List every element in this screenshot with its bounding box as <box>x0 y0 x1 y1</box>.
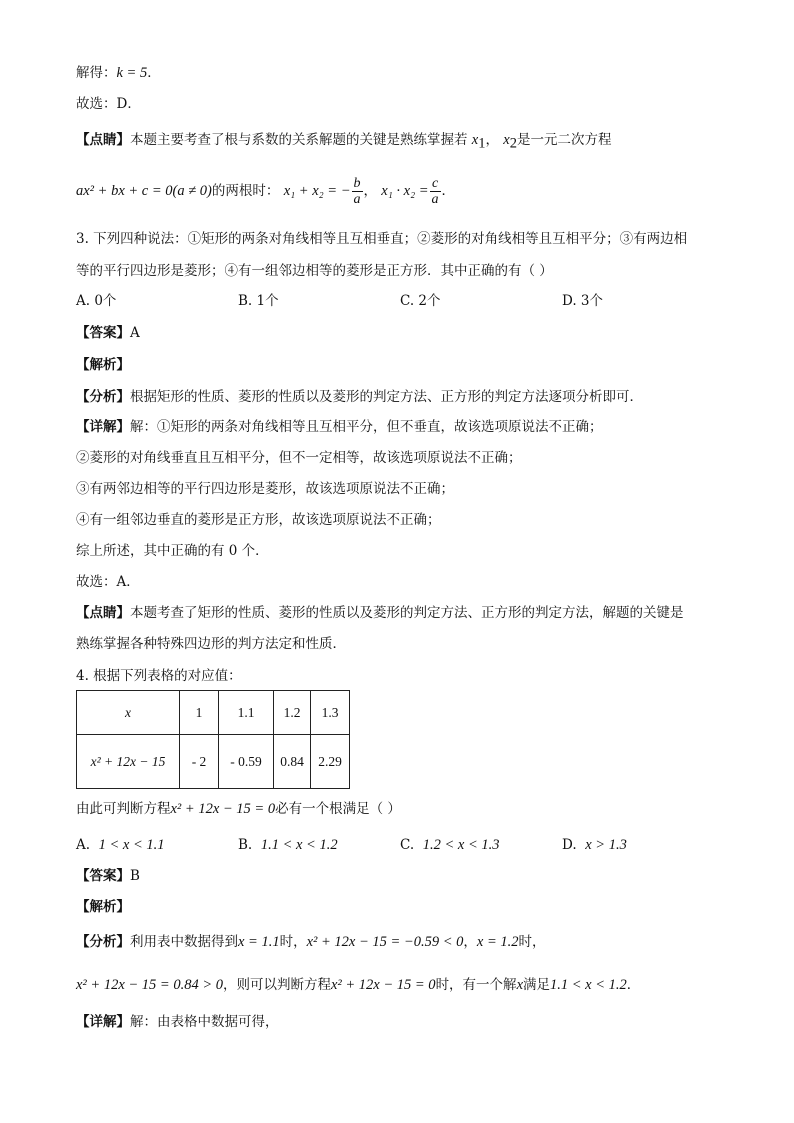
q4-fenxi-line1: 【分析】利用表中数据得到x = 1.1时，x² + 12x − 15 = −0.59 < 0，x = 1.2时， <box>76 934 546 950</box>
q3-step-2: ②菱形的对角线垂直且互相平分，但不一定相等，故该选项原说法不正确； <box>76 450 522 466</box>
p2-sum: x₁ + x₂ = − <box>283 183 351 199</box>
q3-stem-line2: 等的平行四边形是菱形；④有一组邻边相等的菱形是正方形．其中正确的有（ ） <box>76 263 553 279</box>
p2-sum-fraction: $\frac{b}{a}$ <box>353 176 361 207</box>
q3-step-3: ③有两邻边相等的平行四边形是菱形，故该选项原说法不正确； <box>76 481 454 497</box>
q3-summary: 综上所述，其中正确的有 0 个． <box>76 543 269 559</box>
table-header-x: x <box>77 691 180 735</box>
p2-eq-lhs: ax² + bx + c = 0 <box>76 183 173 199</box>
q3-answer-line: 【答案】A <box>76 325 140 341</box>
p2-prod-fraction: $\frac{c}{a}$ <box>431 176 439 207</box>
q3-option-d: D. 3个 <box>562 293 604 309</box>
q3-analysis-tag: 【解析】 <box>76 357 130 373</box>
q3-dianjing-line2: 熟练掌握各种特殊四边形的判方法定和性质． <box>76 636 346 652</box>
q3-choose: 故选：A． <box>76 574 140 590</box>
table-cell: 2.29 <box>311 735 350 789</box>
q4-value-table <box>76 690 350 789</box>
table-cell: - 2 <box>180 735 219 789</box>
q3-fenxi-line: 【分析】根据矩形的性质、菱形的性质以及菱形的判定方法、正方形的判定方法逐项分析即可． <box>76 389 643 405</box>
q4-answer: B <box>130 868 140 884</box>
table-header-expr: x² + 12x − 15 <box>77 735 180 789</box>
q3-answer: A <box>130 325 140 341</box>
table-row <box>77 735 350 789</box>
q4-equation: x² + 12x − 15 = 0 <box>170 801 276 817</box>
q3-option-a: A. 0个 <box>76 293 117 309</box>
q3-dianjing-line1: 【点睛】本题考查了矩形的性质、菱形的性质以及菱形的判定方法、正方形的判定方法，解题的关键是 <box>76 605 684 621</box>
p2-solve-line: 解得：k = 5． <box>76 65 161 81</box>
q3-stem-line1: 3. 下列四种说法：①矩形的两条对角线相等且互相垂直；②菱形的对角线相等且互相平分；③有两边相 <box>76 231 688 247</box>
table-cell: - 0.59 <box>219 735 274 789</box>
q4-option-a: A. 1 < x < 1.1 <box>76 837 165 853</box>
q4-intro: 4. 根据下列表格的对应值： <box>76 668 242 684</box>
q3-option-b: B. 1个 <box>238 293 279 309</box>
q4-option-d: D. x > 1.3 <box>562 837 627 853</box>
q3-step-4: ④有一组邻边垂直的菱形是正方形，故该选项原说法不正确； <box>76 512 441 528</box>
q3-xiangjie-line: 【详解】解：①矩形的两条对角线相等且互相平分，但不垂直，故该选项原说法不正确； <box>76 419 603 435</box>
table-cell: 1.1 <box>219 691 274 735</box>
table-cell: 1.2 <box>274 691 311 735</box>
table-row <box>77 691 350 735</box>
q4-option-b: B. 1.1 < x < 1.2 <box>238 837 338 853</box>
p2-note-line: 【点睛】本题主要考查了根与系数的关系解题的关键是熟练掌握若 $x_1$， $x_2$是一元二次方程 <box>76 132 612 152</box>
table-cell: 1 <box>180 691 219 735</box>
p2-prod: x₁ · x₂ = <box>381 183 429 199</box>
q4-question-line: 由此可判断方程x² + 12x − 15 = 0必有一个根满足（ ） <box>76 801 401 817</box>
p2-choose-line: 故选：D． <box>76 96 141 112</box>
q4-analysis-tag: 【解析】 <box>76 899 130 915</box>
p2-note-tag: 【点睛】 <box>76 132 130 148</box>
p2-solve-math: k = 5 <box>116 65 148 81</box>
p2-vieta-line: ax² + bx + c = 0(a ≠ 0)的两根时： x₁ + x₂ = − $\frac{b}{a}$ ， x₁ · x₂ = $\frac{c}{a}$ ． <box>76 176 456 207</box>
table-cell: 1.3 <box>311 691 350 735</box>
q4-fenxi-line2: x² + 12x − 15 = 0.84 > 0，则可以判断方程x² + 12x − 15 = 0时，有一个解x满足1.1 < x < 1.2． <box>76 977 641 993</box>
q3-option-c: C. 2个 <box>400 293 441 309</box>
q4-xiangjie-line: 【详解】解：由表格中数据可得， <box>76 1014 279 1030</box>
q4-answer-line: 【答案】B <box>76 868 140 884</box>
table-cell: 0.84 <box>274 735 311 789</box>
q4-option-c: C. 1.2 < x < 1.3 <box>400 837 500 853</box>
